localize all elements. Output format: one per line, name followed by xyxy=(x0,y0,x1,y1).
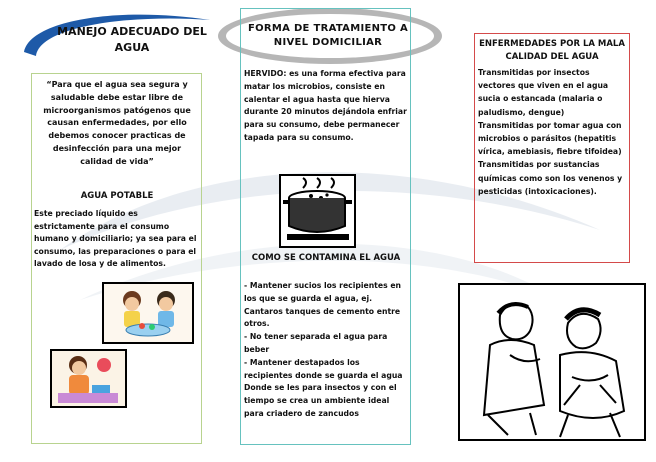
contamination-item: - No tener separada el agua para beber xyxy=(244,332,388,354)
boiling-pot-illustration xyxy=(279,174,356,248)
disease-item: Transmitidas por insectos vectores que viven en el agua sucia o estancada (malaria o paludismo, dengue) xyxy=(478,68,609,117)
contamination-list xyxy=(244,280,408,421)
disease-item: Transmitidas por sustancias químicas como son los venenos y pesticidas (intoxicaciones). xyxy=(478,160,623,196)
middle-title: FORMA DE TRATAMIENTO A NIVEL DOMICILIAR xyxy=(247,23,409,48)
children-washing-illustration xyxy=(102,282,194,344)
disease-item: Transmitidas por tomar agua con microbios o parásitos (hepatitis vírica, amebiasis, fiebre tifoidea) xyxy=(478,120,622,157)
left-subtitle: AGUA POTABLE xyxy=(80,191,154,201)
contamination-subtitle: COMO SE CONTAMINA EL AGUA xyxy=(251,253,401,263)
left-title: MANEJO ADECUADO DEL AGUA xyxy=(57,25,207,54)
contamination-item: - Mantener destapados los recipientes donde se guarda el agua Donde se les para insectos y con el tiempo se crea un ambiente ideal para criadero de zancudos xyxy=(244,357,403,418)
disease-list xyxy=(478,66,628,198)
left-body: Este preciado líquido es estrictamente para el consumo humano y domiciliario; ya sea para el consumo, las preparaciones o para el lavado de losa y de alimentos. xyxy=(34,209,197,269)
right-title: ENFERMEDADES POR LA MALA CALIDAD DEL AGUA xyxy=(479,39,625,62)
contamination-item: - Mantener sucios los recipientes en los que se guarda el agua, ej. Cantaros tanques de cemento entre otros. xyxy=(244,281,402,329)
sick-people-illustration xyxy=(458,283,646,441)
left-quote: “Para que el agua sea segura y saludable debe estar libre de microorganismos patógenos que causan enfermedades, por ello debemos conocer practicas de desinfección para una mejor calidad de vida” xyxy=(43,80,191,166)
hervido-text: HERVIDO: es una forma efectiva para matar los microbios, consiste en calentar el agua hasta que hierva durante 20 minutos dejándola enfriar para su consumo, debe permanecer tapada para su consumo. xyxy=(244,69,407,142)
woman-kitchen-illustration xyxy=(50,349,127,408)
